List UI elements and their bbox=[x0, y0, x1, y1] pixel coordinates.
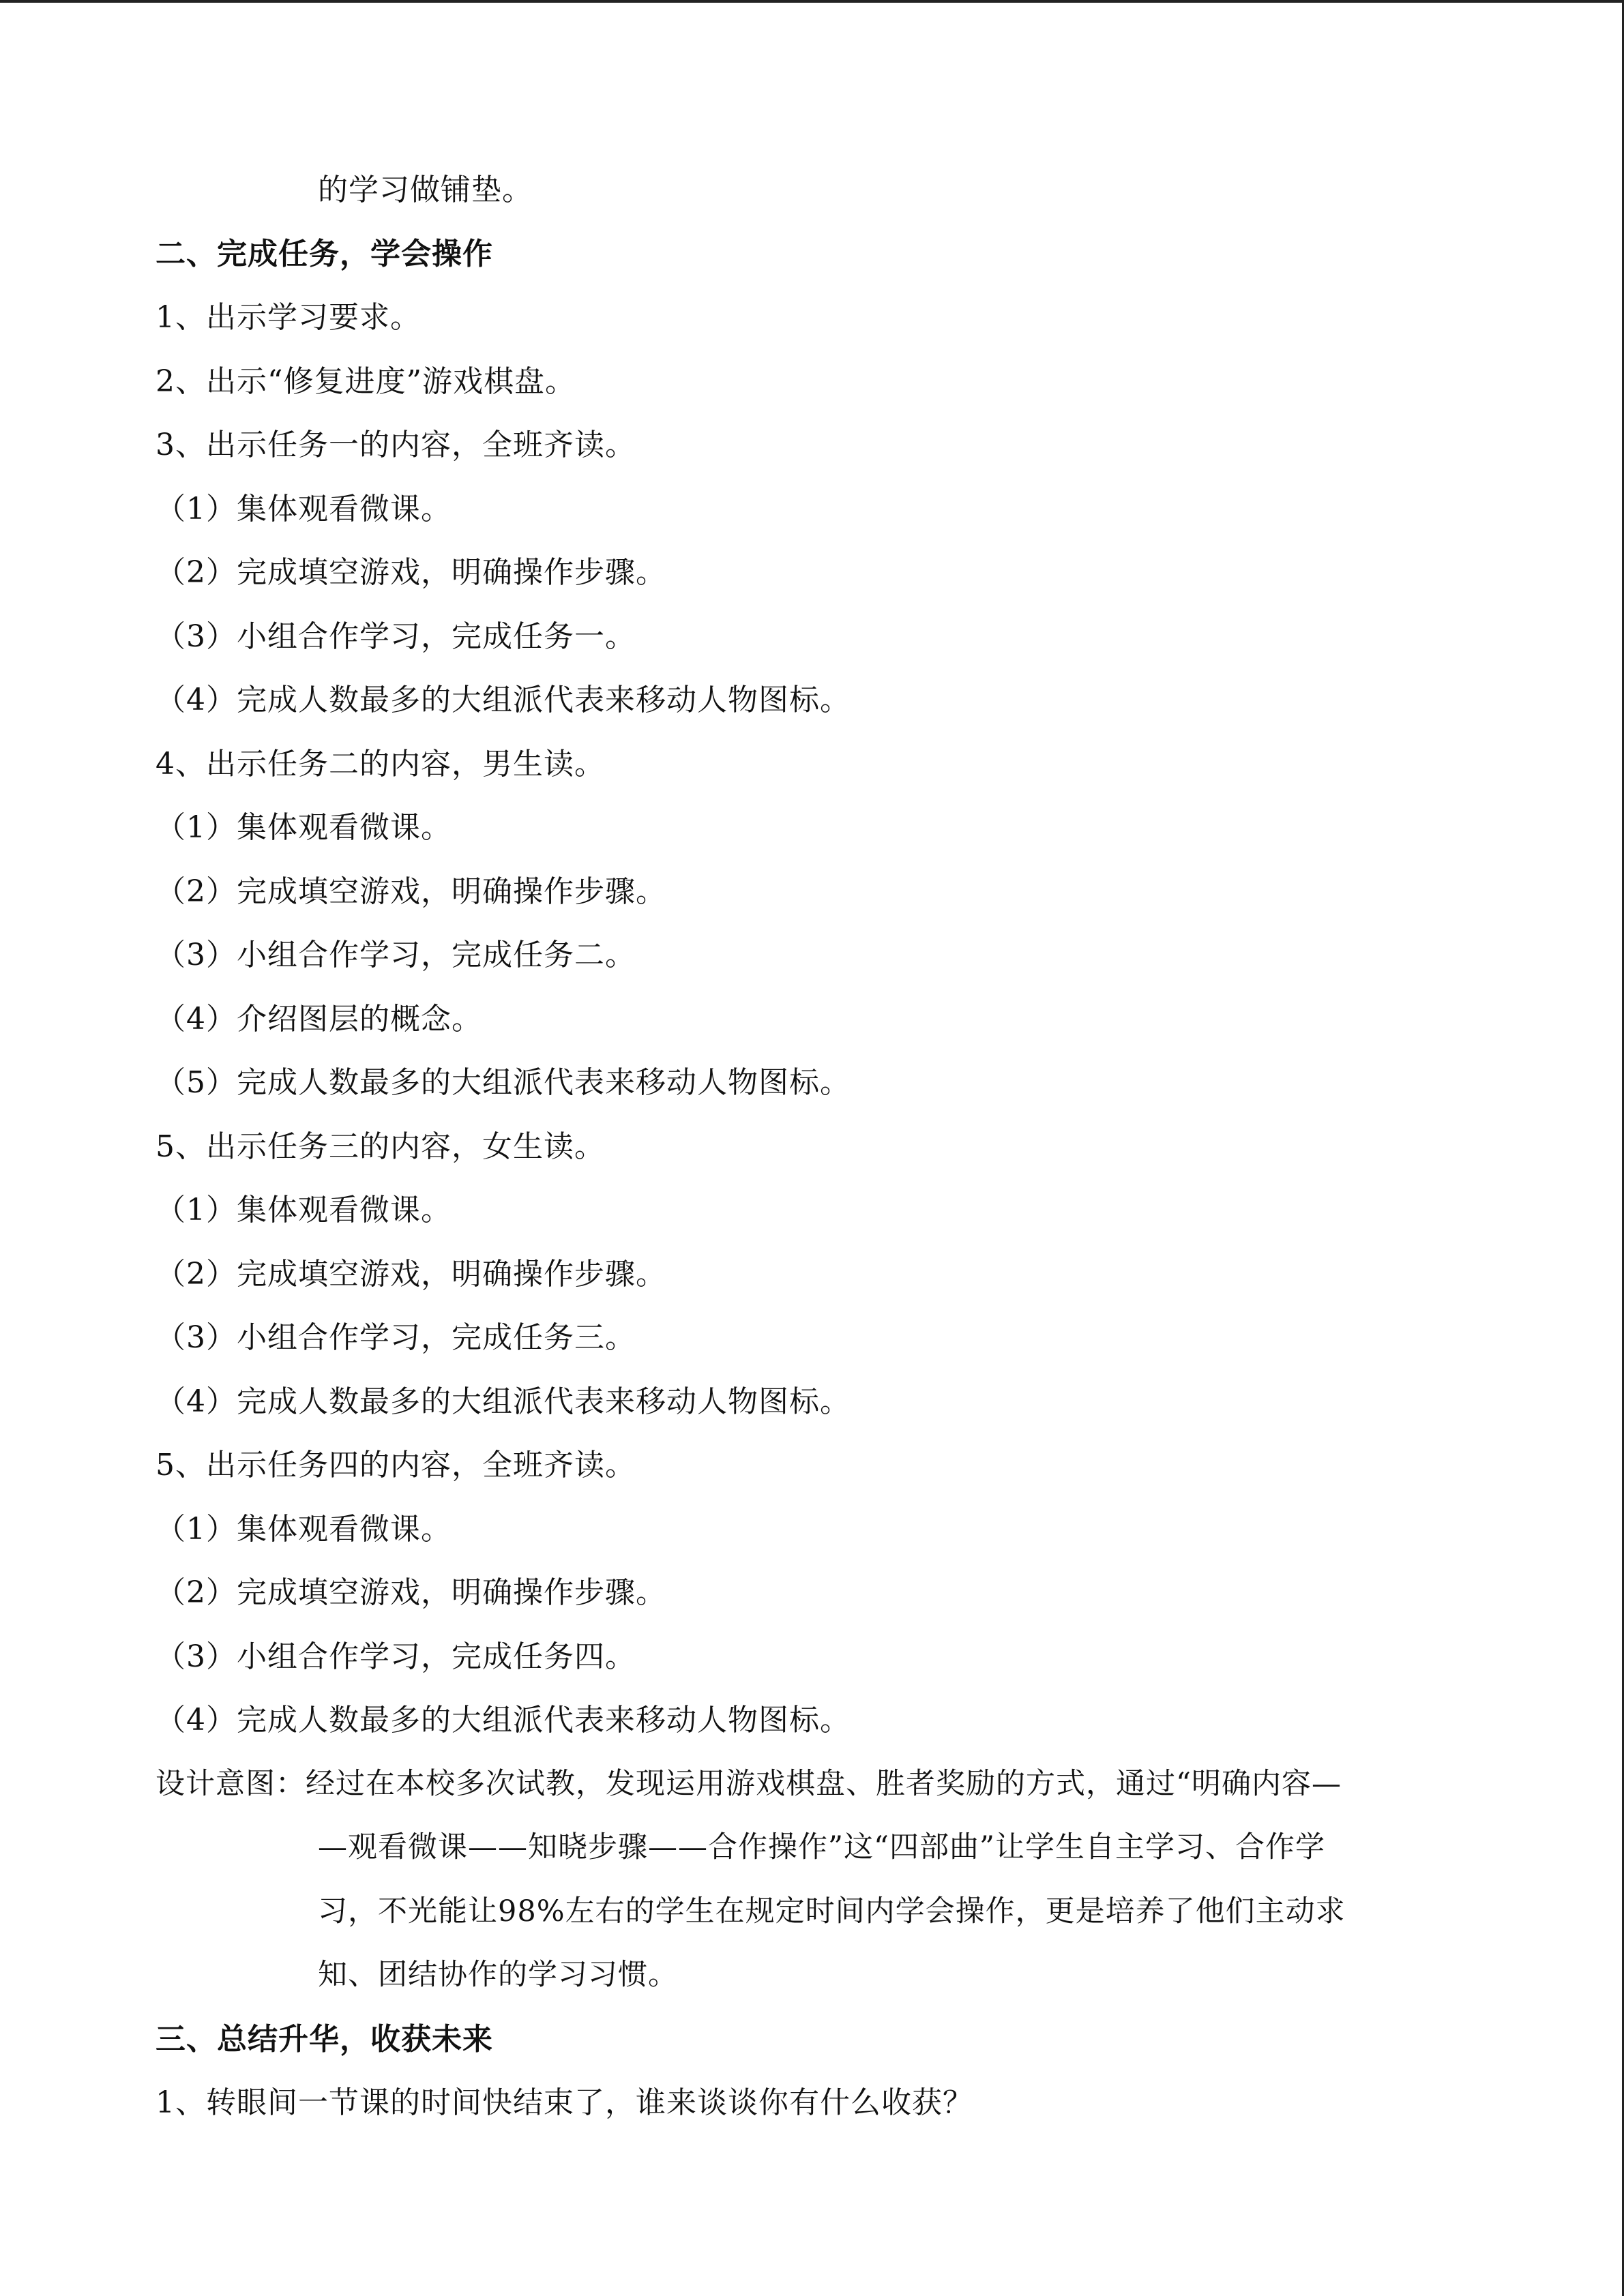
sub-list-item: （2）完成填空游戏，明确操作步骤。 bbox=[156, 1256, 666, 1292]
list-item: 2、出示“修复进度”游戏棋盘。 bbox=[156, 363, 576, 399]
design-intent-line: —观看微课——知晓步骤——合作操作”这“四部曲”让学生自主学习、合作学 bbox=[318, 1830, 1325, 1864]
sub-list-item: （2）完成填空游戏，明确操作步骤。 bbox=[156, 1575, 666, 1610]
section-heading-3: 三、总结升华，收获未来 bbox=[156, 2021, 493, 2057]
sub-list-item: （2）完成填空游戏，明确操作步骤。 bbox=[156, 555, 666, 590]
list-item: 3、出示任务一的内容，全班齐读。 bbox=[156, 428, 636, 462]
sub-list-item: （4）介绍图层的概念。 bbox=[156, 1001, 482, 1037]
sub-list-item: （3）小组合作学习，完成任务一。 bbox=[156, 618, 636, 654]
sub-list-item: （4）完成人数最多的大组派代表来移动人物图标。 bbox=[156, 1384, 851, 1419]
list-item: 1、出示学习要求。 bbox=[156, 300, 421, 335]
sub-list-item: （5）完成人数最多的大组派代表来移动人物图标。 bbox=[156, 1065, 851, 1100]
section-heading-2: 二、完成任务，学会操作 bbox=[156, 236, 493, 271]
sub-list-item: （1）集体观看微课。 bbox=[156, 1511, 452, 1547]
sub-list-item: （1）集体观看微课。 bbox=[156, 1193, 452, 1227]
design-intent-paragraph bbox=[156, 1753, 1472, 2008]
document-body bbox=[156, 158, 1472, 2135]
design-intent-line: 知、团结协作的学习习惯。 bbox=[318, 1958, 678, 1992]
list-item: 1、转眼间一节课的时间快结束了，谁来谈谈你有什么收获？ bbox=[156, 2085, 973, 2120]
sub-list-item: （4）完成人数最多的大组派代表来移动人物图标。 bbox=[156, 683, 851, 717]
list-item: 4、出示任务二的内容，男生读。 bbox=[156, 746, 605, 781]
list-item: 5、出示任务三的内容，女生读。 bbox=[156, 1129, 605, 1164]
sub-list-item: （2）完成填空游戏，明确操作步骤。 bbox=[156, 874, 666, 909]
page-top-border bbox=[0, 0, 1624, 3]
sub-list-item: （3）小组合作学习，完成任务二。 bbox=[156, 938, 636, 972]
sub-list-item: （1）集体观看微课。 bbox=[156, 810, 452, 845]
sub-list-item: （4）完成人数最多的大组派代表来移动人物图标。 bbox=[156, 1703, 851, 1738]
design-intent-first-line: 设计意图：经过在本校多次试教，发现运用游戏棋盘、胜者奖励的方式，通过“明确内容— bbox=[156, 1766, 1342, 1801]
list-item: 5、出示任务四的内容，全班齐读。 bbox=[156, 1448, 636, 1482]
sub-list-item: （3）小组合作学习，完成任务三。 bbox=[156, 1320, 636, 1355]
sub-list-item: （3）小组合作学习，完成任务四。 bbox=[156, 1639, 636, 1674]
design-intent-line: 习，不光能让98%左右的学生在规定时间内学会操作，更是培养了他们主动求 bbox=[318, 1894, 1346, 1928]
sub-list-item: （1）集体观看微课。 bbox=[156, 491, 452, 526]
continuation-line: 的学习做铺垫。 bbox=[318, 173, 533, 207]
